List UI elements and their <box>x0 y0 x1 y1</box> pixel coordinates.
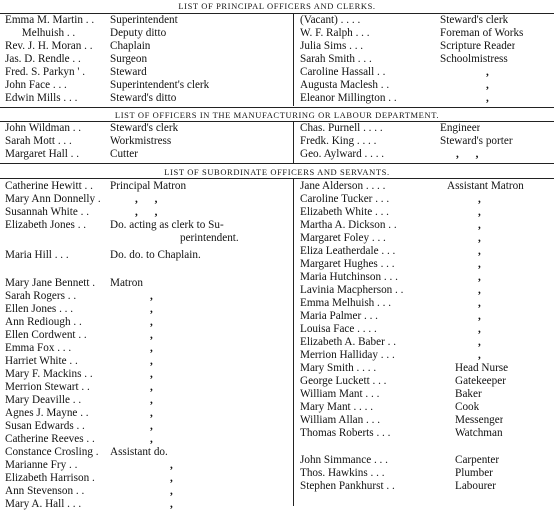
ditto-mark: , <box>478 336 481 348</box>
right-role: Assistant Matron <box>447 180 524 192</box>
table-row <box>0 40 554 53</box>
ditto-mark: , <box>150 368 153 380</box>
table-row <box>0 297 554 310</box>
ditto-mark: , <box>150 407 153 419</box>
left-role: Do. do. to Chaplain. <box>110 249 201 261</box>
ditto-mark: , , <box>456 148 479 160</box>
ditto-mark: , <box>478 297 481 309</box>
right-name: Jane Alderson . . . . <box>300 180 386 192</box>
table-row <box>0 206 554 219</box>
ditto-mark: , , <box>135 193 158 205</box>
ditto-mark: , <box>478 323 481 335</box>
right-name: Julia Sims . . . <box>300 40 364 52</box>
left-role: Assistant do. <box>110 446 168 458</box>
right-name: Mary Mant . . . . <box>300 401 374 413</box>
right-name: Fredk. King . . . . <box>300 135 377 147</box>
left-name: Mary F. Mackins . . <box>5 368 93 380</box>
right-name: W. F. Ralph . . . <box>300 27 370 39</box>
table-row <box>0 454 554 467</box>
left-name: Elizabeth Harrison . <box>5 472 95 484</box>
left-name: Emma Fox . . . <box>5 342 72 354</box>
left-name: Mary A. Hall . . . <box>5 498 82 510</box>
section-heading-subordinate: LIST OF SUBORDINATE OFFICERS AND SERVANTS. <box>164 167 390 177</box>
ditto-mark: , <box>150 394 153 406</box>
table-row <box>0 53 554 66</box>
section-heading-manufacturing: LIST OF OFFICERS IN THE MANUFACTURING OR LABOUR DEPARTMENT. <box>114 110 440 120</box>
table-row <box>0 122 554 135</box>
left-role: perintendent. <box>180 232 239 244</box>
right-name: Louisa Face . . . . <box>300 323 377 335</box>
ditto-mark: , <box>150 420 153 432</box>
ditto-mark: , <box>150 381 153 393</box>
right-name: Elizabeth A. Baber . . <box>300 336 396 348</box>
table-row <box>0 414 554 427</box>
right-role: Carpenter <box>455 454 500 466</box>
ditto-mark: , <box>478 193 481 205</box>
right-name: William Mant . . . <box>300 388 380 400</box>
left-name: Emma M. Martin . . <box>5 14 95 26</box>
table-row <box>0 349 554 362</box>
right-name: (Vacant) . . . . <box>300 14 361 26</box>
table-row <box>0 14 554 27</box>
ditto-mark: , , <box>135 206 158 218</box>
ditto-mark: , <box>150 316 153 328</box>
ditto-mark: , <box>478 310 481 322</box>
right-name: Elizabeth White . . . <box>300 206 389 218</box>
ditto-mark: , <box>478 206 481 218</box>
table-row <box>0 27 554 40</box>
left-name: Mary Deaville . . <box>5 394 82 406</box>
left-name: Catherine Reeves . . <box>5 433 95 445</box>
ditto-mark: , <box>170 459 173 471</box>
right-role: Gatekeeper <box>455 375 506 387</box>
right-role: Plumber <box>455 467 493 479</box>
right-name: Augusta Maclesh . . <box>300 79 390 91</box>
left-name: Susannah White . . <box>5 206 89 218</box>
left-role: Principal Matron <box>110 180 187 192</box>
left-role: Superintendent's clerk <box>110 79 210 91</box>
left-role: Workmistress <box>110 135 172 147</box>
right-name: Margaret Foley . . . <box>300 232 386 244</box>
left-name: John Wildman . . <box>5 122 82 134</box>
left-name: Susan Edwards . . <box>5 420 85 432</box>
table-row <box>0 219 554 232</box>
left-name: Catherine Hewitt . . <box>5 180 93 192</box>
right-name: Emma Melhuish . . . <box>300 297 392 309</box>
table-row <box>0 467 554 480</box>
left-role: Steward's ditto <box>110 92 177 104</box>
table-row <box>0 245 554 258</box>
left-role: Cutter <box>110 148 138 160</box>
ditto-mark: , <box>478 271 481 283</box>
left-role: Surgeon <box>110 53 148 65</box>
table-row <box>0 148 554 161</box>
ditto-mark: , <box>170 472 173 484</box>
right-name: Stephen Pankhurst . . <box>300 480 395 492</box>
right-name: Caroline Hassall . . <box>300 66 386 78</box>
right-name: William Allan . . . <box>300 414 381 426</box>
table-row <box>0 323 554 336</box>
ditto-mark: , <box>478 232 481 244</box>
left-name: John Face . . . <box>5 79 67 91</box>
left-name: Ellen Cordwent . . <box>5 329 87 341</box>
left-name: Mary Ann Donnelly . <box>5 193 101 205</box>
right-name: Eleanor Millington . . <box>300 92 397 104</box>
right-name: John Simmance . . . <box>300 454 388 466</box>
table-row <box>0 79 554 92</box>
ditto-mark: , <box>150 329 153 341</box>
left-name: Ann Stevenson . . <box>5 485 85 497</box>
left-name: Edwin Mills . . . <box>5 92 78 104</box>
ditto-mark: , <box>478 284 481 296</box>
ditto-mark: , <box>478 219 481 231</box>
left-name: Merrion Stewart . . <box>5 381 90 393</box>
right-name: Geo. Aylward . . . . <box>300 148 385 160</box>
left-name: Sarah Rogers . . <box>5 290 77 302</box>
ditto-mark: , <box>486 79 489 91</box>
table-row <box>0 427 554 440</box>
section-rule <box>0 163 554 164</box>
left-name: Constance Crosling . <box>5 446 99 458</box>
left-role: Steward <box>110 66 147 78</box>
table-row <box>0 480 554 493</box>
left-name: Ann Rediough . . <box>5 316 82 328</box>
right-role: Watchman <box>455 427 503 439</box>
ditto-mark: , <box>486 66 489 78</box>
right-role: Baker <box>455 388 482 400</box>
table-row <box>0 336 554 349</box>
table-row <box>0 92 554 105</box>
left-role: Steward's clerk <box>110 122 179 134</box>
right-role: Cook <box>455 401 480 413</box>
left-name: Mary Jane Bennett . <box>5 277 96 289</box>
right-name: Maria Hutchinson . . . <box>300 271 398 283</box>
table-row <box>0 401 554 414</box>
table-row <box>0 284 554 297</box>
table-row <box>0 232 554 245</box>
right-role: Steward's clerk <box>440 14 509 26</box>
ditto-mark: , <box>170 498 173 510</box>
ditto-mark: , <box>150 433 153 445</box>
right-role: Steward's porter <box>440 135 513 147</box>
left-name: Fred. S. Parkyn ' . <box>5 66 86 78</box>
section-rule <box>0 107 554 108</box>
left-name: Harriet White . . <box>5 355 78 367</box>
right-name: Thos. Hawkins . . . <box>300 467 385 479</box>
table-row <box>0 66 554 79</box>
left-name: Rev. J. H. Moran . . <box>5 40 93 52</box>
ditto-mark: , <box>478 245 481 257</box>
ditto-mark: , <box>150 342 153 354</box>
right-role: Scripture Reader <box>440 40 516 52</box>
left-role: Matron <box>110 277 143 289</box>
ditto-mark: , <box>486 92 489 104</box>
ditto-mark: , <box>150 303 153 315</box>
right-role: Labourer <box>455 480 496 492</box>
left-role: Deputy ditto <box>110 27 167 39</box>
left-name: Sarah Mott . . . <box>5 135 72 147</box>
left-name: Margaret Hall . . <box>5 148 80 160</box>
left-name: Jas. D. Rendle . . <box>5 53 81 65</box>
ditto-mark: , <box>150 290 153 302</box>
table-row <box>0 362 554 375</box>
table-row <box>0 388 554 401</box>
section-heading-principal: LIST OF PRINCIPAL OFFICERS AND CLERKS. <box>178 1 376 11</box>
right-name: Sarah Smith . . . <box>300 53 372 65</box>
right-name: Margaret Hughes . . . <box>300 258 395 270</box>
table-row <box>0 193 554 206</box>
ditto-mark: , <box>150 355 153 367</box>
table-row <box>0 258 554 271</box>
right-name: Mary Smith . . . . <box>300 362 377 374</box>
left-name: Marianne Fry . . <box>5 459 78 471</box>
left-name: Melhuish . . <box>5 27 76 39</box>
left-name: Ellen Jones . . . <box>5 303 74 315</box>
table-row <box>0 498 554 511</box>
ditto-mark: , <box>478 258 481 270</box>
right-name: Thomas Roberts . . . <box>300 427 391 439</box>
left-role: Superintendent <box>110 14 178 26</box>
right-role: Messenger <box>455 414 504 426</box>
right-name: Caroline Tucker . . . <box>300 193 390 205</box>
table-row <box>0 180 554 193</box>
right-name: Lavinia Macpherson . . <box>300 284 404 296</box>
right-role: Foreman of Works <box>440 27 524 39</box>
right-name: Martha A. Dickson . . <box>300 219 397 231</box>
ditto-mark: , <box>478 349 481 361</box>
right-role: Engineer <box>440 122 481 134</box>
table-row <box>0 375 554 388</box>
right-name: George Luckett . . . <box>300 375 387 387</box>
right-name: Merrion Halliday . . . <box>300 349 395 361</box>
right-role: Head Nurse <box>455 362 509 374</box>
ditto-mark: , <box>170 485 173 497</box>
section-rule <box>0 178 554 179</box>
right-role: Schoolmistress <box>440 53 508 65</box>
table-row <box>0 310 554 323</box>
left-name: Agnes J. Mayne . . <box>5 407 89 419</box>
left-name: Maria Hill . . . <box>5 249 69 261</box>
table-row <box>0 271 554 284</box>
table-row <box>0 135 554 148</box>
right-name: Maria Palmer . . . <box>300 310 378 322</box>
right-name: Chas. Purnell . . . . <box>300 122 383 134</box>
left-role: Chaplain <box>110 40 151 52</box>
right-name: Eliza Leatherdale . . . <box>300 245 396 257</box>
left-name: Elizabeth Jones . . <box>5 219 87 231</box>
left-role: Do. acting as clerk to Su- <box>110 219 224 231</box>
